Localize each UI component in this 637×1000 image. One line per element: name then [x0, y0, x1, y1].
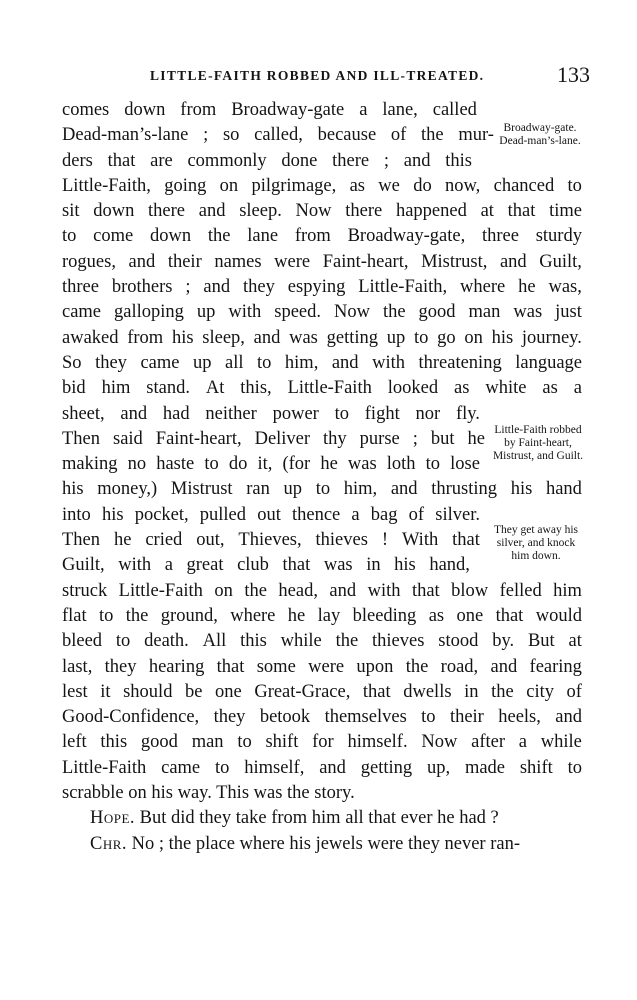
text-line: making no haste to do it, (for he was loth to lose	[62, 454, 480, 475]
text-line: to come down the lane from Broadway-gate, three sturdy	[62, 226, 582, 247]
text-line: flat to the ground, where he lay bleeding as one that would	[62, 605, 582, 626]
speaker-label: Hope.	[90, 808, 136, 829]
margin-note: Little-Faith robbed by Faint-heart, Mistrust, and Guilt.	[492, 424, 584, 462]
text-line: Good-Confidence, they betook themselves to their heels, and	[62, 707, 582, 728]
text-line: his money,) Mistrust ran up to him, and thrusting his hand	[62, 479, 582, 500]
text-line: sit down there and sleep. Now there happened at that time	[62, 201, 582, 222]
text-line: bleed to death. All this while the thieves stood by. But at	[62, 631, 582, 652]
running-head: LITTLE-FAITH ROBBED AND ILL-TREATED.	[150, 68, 485, 83]
dialogue-hope	[62, 806, 582, 831]
text-line: last, they hearing that some were upon the road, and fearing	[62, 656, 582, 677]
text-line: Little-Faith, going on pilgrimage, as we do now, chanced to	[62, 175, 582, 196]
text-line: sheet, and had neither power to fight nor fly.	[62, 403, 480, 424]
text-line: left this good man to shift for himself. Now after a while	[62, 732, 582, 753]
text-line: lest it should be one Great-Grace, that dwells in the city of	[62, 681, 582, 702]
dialogue-text: But did they take from him all that ever he had ?	[135, 808, 499, 829]
margin-note: Broadway-gate. Dead-man’s-lane.	[499, 122, 581, 147]
text-line: struck Little-Faith on the head, and with that blow felled him	[62, 580, 582, 601]
text-line: scrabble on his way. This was the story.	[62, 783, 355, 804]
text-line: into his pocket, pulled out thence a bag of silver.	[62, 504, 480, 525]
dialogue-chr	[62, 832, 582, 857]
text-line: awaked from his sleep, and was getting up to go on his journey.	[62, 327, 582, 348]
margin-note: They get away his silver, and knock him down.	[494, 524, 578, 562]
text-line: three brothers ; and they espying Little-Faith, where he was,	[62, 277, 582, 298]
text-line: comes down from Broadway-gate a lane, called	[62, 100, 477, 120]
dialogue-text: No ; the place where his jewels were they never ran-	[127, 833, 520, 854]
text-line: rogues, and their names were Faint-heart, Mistrust, and Guilt,	[62, 251, 582, 272]
page-header	[62, 62, 590, 92]
text-line: Little-Faith came to himself, and getting up, made shift to	[62, 757, 582, 778]
body-text	[62, 98, 582, 857]
text-line: Then said Faint-heart, Deliver thy purse ; but he	[62, 428, 485, 449]
text-line: came galloping up with speed. Now the good man was just	[62, 302, 582, 323]
text-line: Dead-man’s-lane ; so called, because of the mur-	[62, 125, 494, 146]
text-line: Guilt, with a great club that was in his hand,	[62, 555, 470, 576]
speaker-label: Chr.	[90, 833, 128, 854]
text-line: bid him stand. At this, Little-Faith looked as white as a	[62, 378, 582, 399]
page-number: 133	[557, 62, 590, 87]
text-line: Then he cried out, Thieves, thieves ! With that	[62, 530, 480, 551]
text-line: So they came up all to him, and with threatening language	[62, 352, 582, 373]
text-line: ders that are commonly done there ; and this	[62, 150, 472, 171]
